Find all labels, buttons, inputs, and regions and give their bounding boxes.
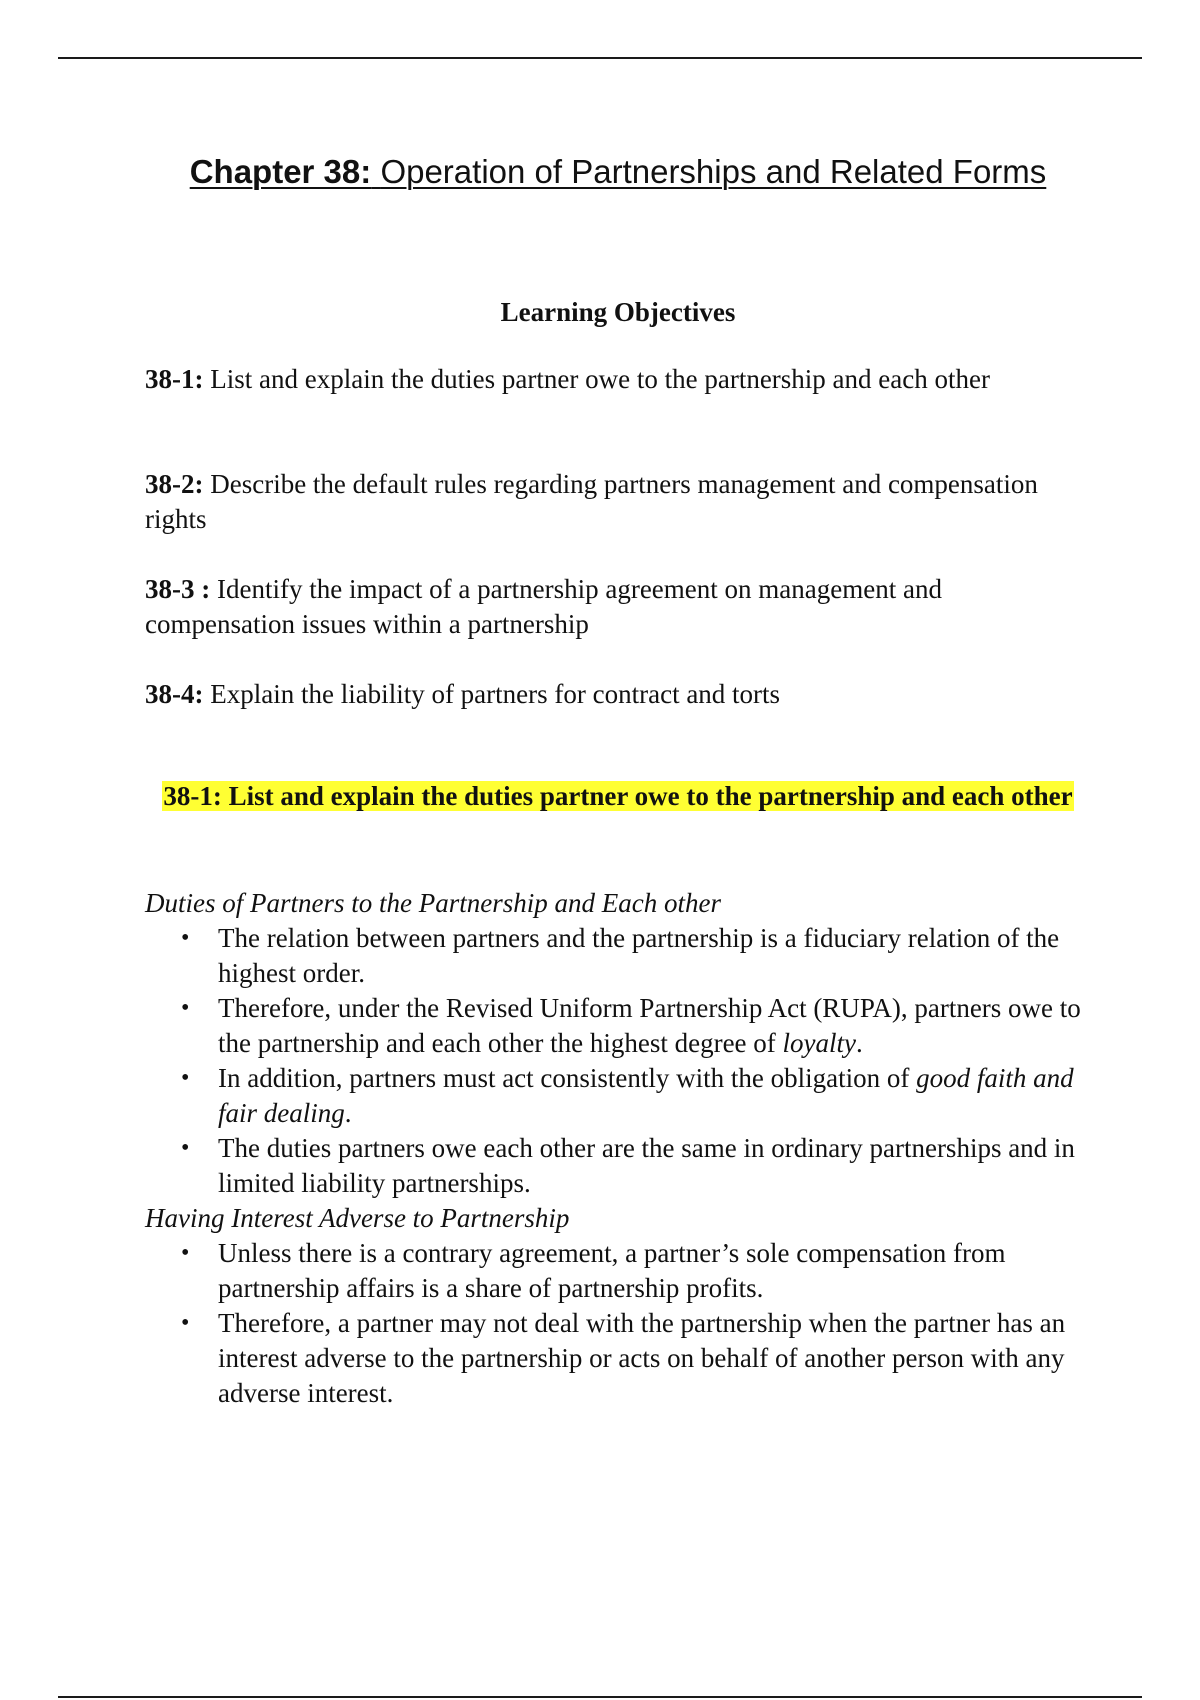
list-item: • The relation between partners and the partnership is a fiduciary relation of the highest order.	[218, 921, 1105, 991]
adverse-interest-subheading: Having Interest Adverse to Partnership	[145, 1203, 570, 1233]
chapter-label: Chapter 38:	[189, 153, 372, 190]
duties-subheading: Duties of Partners to the Partnership and Each other	[145, 888, 721, 918]
list-item: • Unless there is a contrary agreement, a partner’s sole compensation from partnership affairs is a share of partnership profits.	[218, 1236, 1105, 1306]
objective-code: 38-2:	[145, 469, 204, 499]
section-content	[145, 886, 1105, 1411]
adverse-interest-list	[145, 1236, 1105, 1411]
list-item-emphasis: loyalty	[782, 1028, 857, 1058]
list-item-end: .	[856, 1028, 863, 1058]
chapter-title	[0, 146, 1200, 198]
objective-38-1	[145, 362, 1085, 397]
list-item: • Therefore, a partner may not deal with the partnership when the partner has an interest adverse to the partnership or acts on behalf of another person with any adverse interest.	[218, 1306, 1105, 1411]
objective-text: Describe the default rules regarding partners management and compensation rights	[145, 469, 1038, 534]
list-item-end: .	[344, 1098, 352, 1128]
list-item	[218, 1061, 1105, 1131]
section-heading-38-1	[150, 778, 1086, 814]
list-item	[218, 991, 1105, 1061]
duties-list	[145, 921, 1105, 1201]
objective-text: Explain the liability of partners for contract and torts	[210, 679, 781, 709]
list-item-text: Therefore, under the Revised Uniform Partnership Act (RUPA), partners owe to the partnership and each other the highest degree of	[218, 993, 1081, 1058]
top-rule	[58, 57, 1142, 59]
section-text: List and explain the duties partner owe to the partnership and each other	[228, 781, 1073, 811]
highlighted-heading	[162, 781, 1073, 811]
objective-text: Identify the impact of a partnership agreement on management and compensation issues within a partnership	[145, 574, 942, 639]
list-item-emphasis: good faith and fair dealing	[218, 1063, 1074, 1128]
objective-code: 38-1:	[145, 364, 204, 394]
objective-38-2	[145, 467, 1085, 537]
objective-38-4	[145, 677, 1085, 712]
list-item: • The duties partners owe each other are the same in ordinary partnerships and in limited liability partnerships.	[218, 1131, 1105, 1201]
objective-code: 38-4:	[145, 679, 204, 709]
objective-text: List and explain the duties partner owe to the partnership and each other	[210, 364, 990, 394]
list-item-text: In addition, partners must act consistently with the obligation of	[218, 1063, 910, 1093]
section-code: 38-1:	[163, 781, 222, 811]
objective-code: 38-3 :	[145, 574, 211, 604]
objective-38-3	[145, 572, 1085, 642]
chapter-title-text: Operation of Partnerships and Related Forms	[380, 153, 1047, 190]
bottom-rule	[58, 1696, 1142, 1698]
learning-objectives-heading: Learning Objectives	[500, 297, 736, 327]
